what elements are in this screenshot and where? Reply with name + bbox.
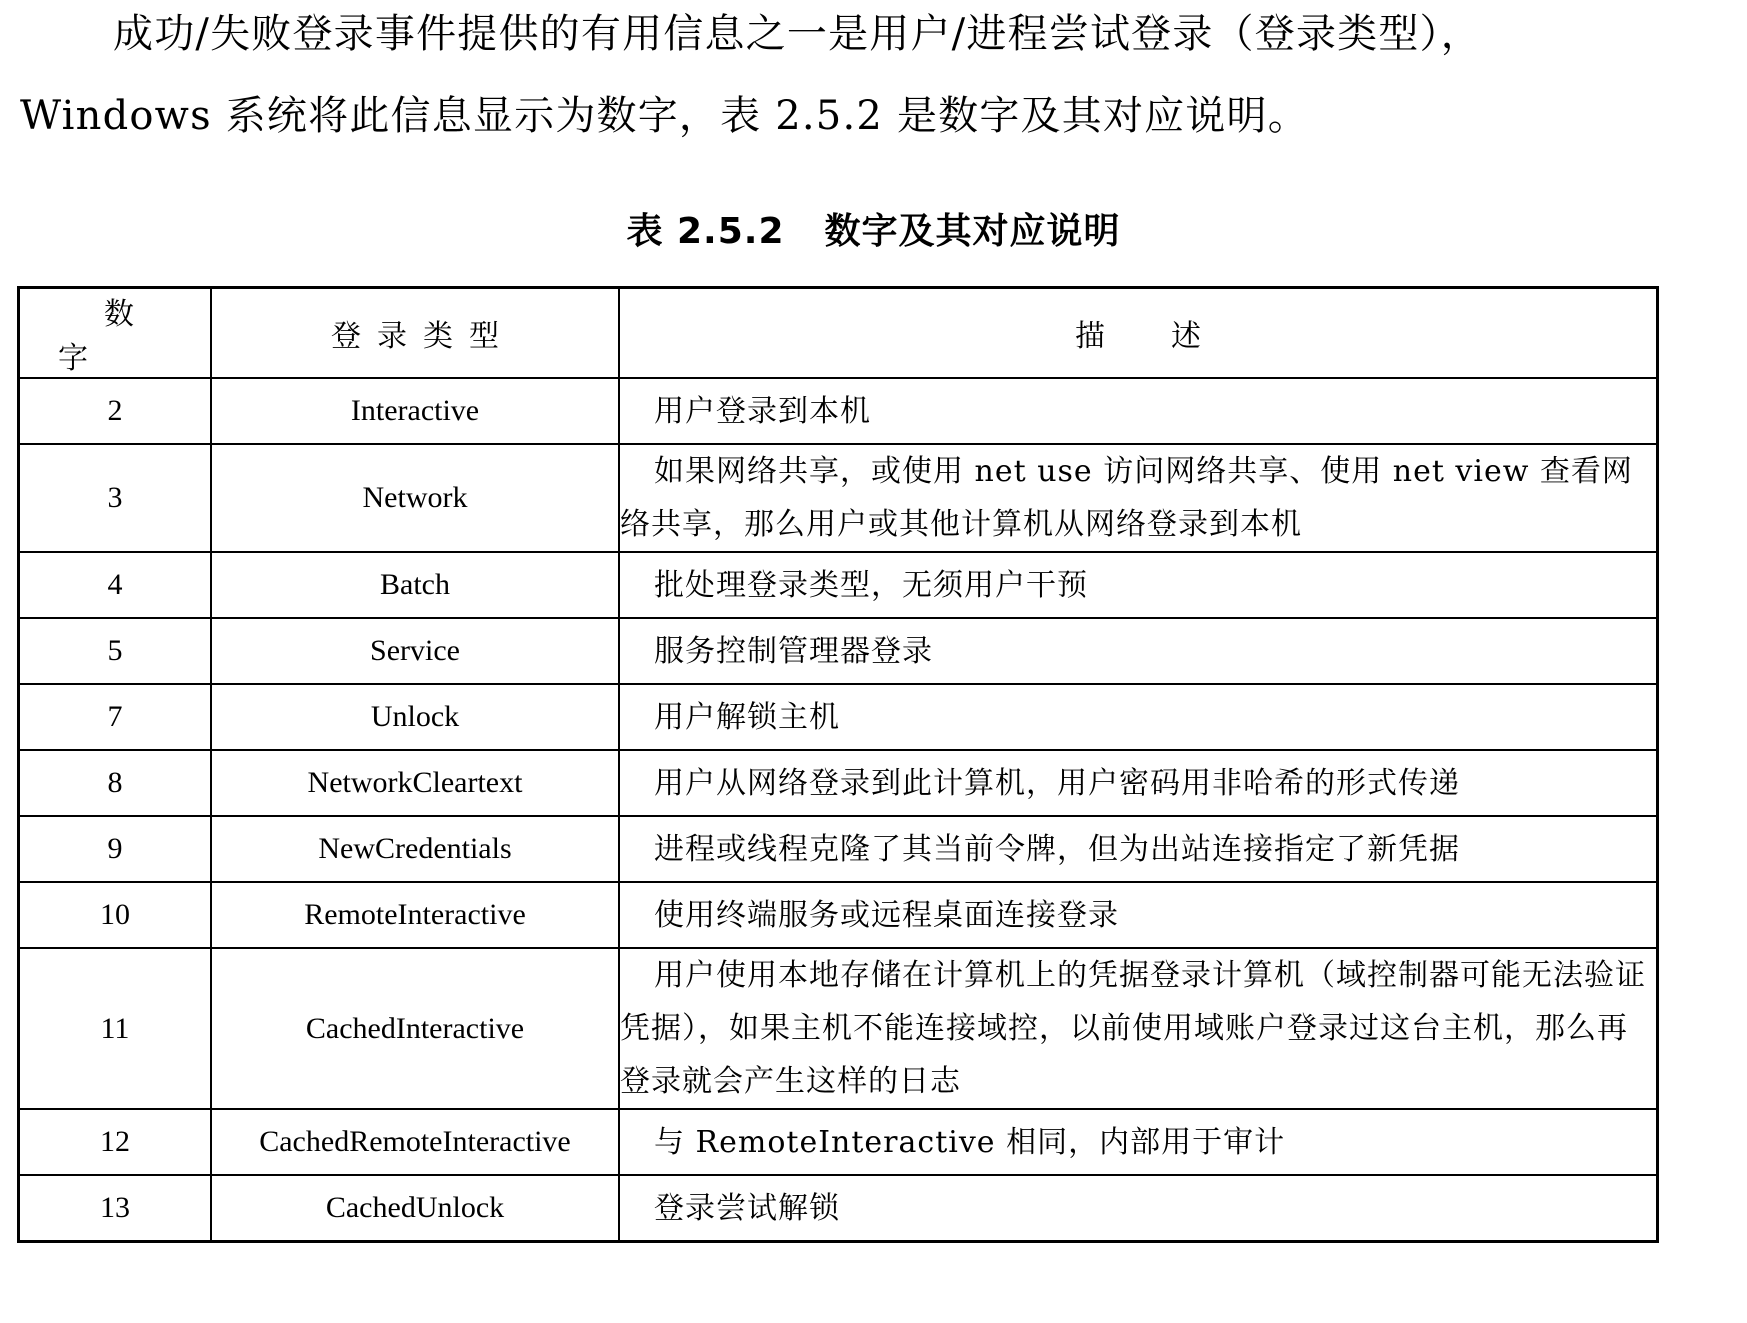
row-number: 11	[19, 948, 212, 1109]
row-description: 用户从网络登录到此计算机，用户密码用非哈希的形式传递	[619, 750, 1658, 816]
row-logon-type: Network	[211, 444, 619, 552]
row-description: 如果网络共享，或使用 net use 访问网络共享、使用 net view 查看网络共享，那么用户或其他计算机从网络登录到本机	[619, 444, 1658, 552]
table-caption-title: 数字及其对应说明	[824, 211, 1121, 252]
row-description: 批处理登录类型，无须用户干预	[619, 552, 1658, 618]
intro-paragraph-line-1: 成功/失败登录事件提供的有用信息之一是用户/进程尝试登录（登录类型），	[113, 11, 1482, 57]
row-logon-type: CachedUnlock	[211, 1175, 619, 1242]
table-row	[19, 816, 1658, 882]
intro-paragraph-line-2: Windows 系统将此信息显示为数字，表 2.5.2 是数字及其对应说明。	[20, 93, 1309, 139]
row-number: 5	[19, 618, 212, 684]
table-row	[19, 378, 1658, 444]
row-description: 服务控制管理器登录	[619, 618, 1658, 684]
row-number: 13	[19, 1175, 212, 1242]
row-description: 与 RemoteInteractive 相同，内部用于审计	[619, 1109, 1658, 1175]
row-logon-type: Unlock	[211, 684, 619, 750]
row-number: 7	[19, 684, 212, 750]
row-logon-type: RemoteInteractive	[211, 882, 619, 948]
logon-type-table	[17, 286, 1659, 1243]
row-logon-type: NewCredentials	[211, 816, 619, 882]
table-row	[19, 618, 1658, 684]
table-row	[19, 684, 1658, 750]
row-description: 进程或线程克隆了其当前令牌，但为出站连接指定了新凭据	[619, 816, 1658, 882]
row-description: 使用终端服务或远程桌面连接登录	[619, 882, 1658, 948]
row-description: 登录尝试解锁	[619, 1175, 1658, 1242]
table-row	[19, 1109, 1658, 1175]
table-row	[19, 444, 1658, 552]
table-header-row	[19, 288, 1658, 379]
row-description: 用户使用本地存储在计算机上的凭据登录计算机（域控制器可能无法验证凭据），如果主机不能连接域控，以前使用域账户登录过这台主机，那么再登录就会产生这样的日志	[619, 948, 1658, 1109]
row-number: 12	[19, 1109, 212, 1175]
table-row	[19, 948, 1658, 1109]
row-logon-type: CachedRemoteInteractive	[211, 1109, 619, 1175]
row-number: 8	[19, 750, 212, 816]
row-description: 用户登录到本机	[619, 378, 1658, 444]
row-number: 2	[19, 378, 212, 444]
table-caption-label: 表 2.5.2	[626, 211, 785, 252]
header-description: 描述	[619, 288, 1658, 379]
table-row	[19, 750, 1658, 816]
row-logon-type: Batch	[211, 552, 619, 618]
row-logon-type: Interactive	[211, 378, 619, 444]
table-row	[19, 552, 1658, 618]
row-description: 用户解锁主机	[619, 684, 1658, 750]
header-logon-type: 登录类型	[211, 288, 619, 379]
table-row	[19, 1175, 1658, 1242]
row-number: 9	[19, 816, 212, 882]
row-number: 4	[19, 552, 212, 618]
row-number: 10	[19, 882, 212, 948]
table-row	[19, 882, 1658, 948]
row-logon-type: CachedInteractive	[211, 948, 619, 1109]
row-logon-type: NetworkCleartext	[211, 750, 619, 816]
row-logon-type: Service	[211, 618, 619, 684]
header-number: 数字	[19, 288, 212, 379]
table-caption	[0, 203, 1747, 254]
row-number: 3	[19, 444, 212, 552]
